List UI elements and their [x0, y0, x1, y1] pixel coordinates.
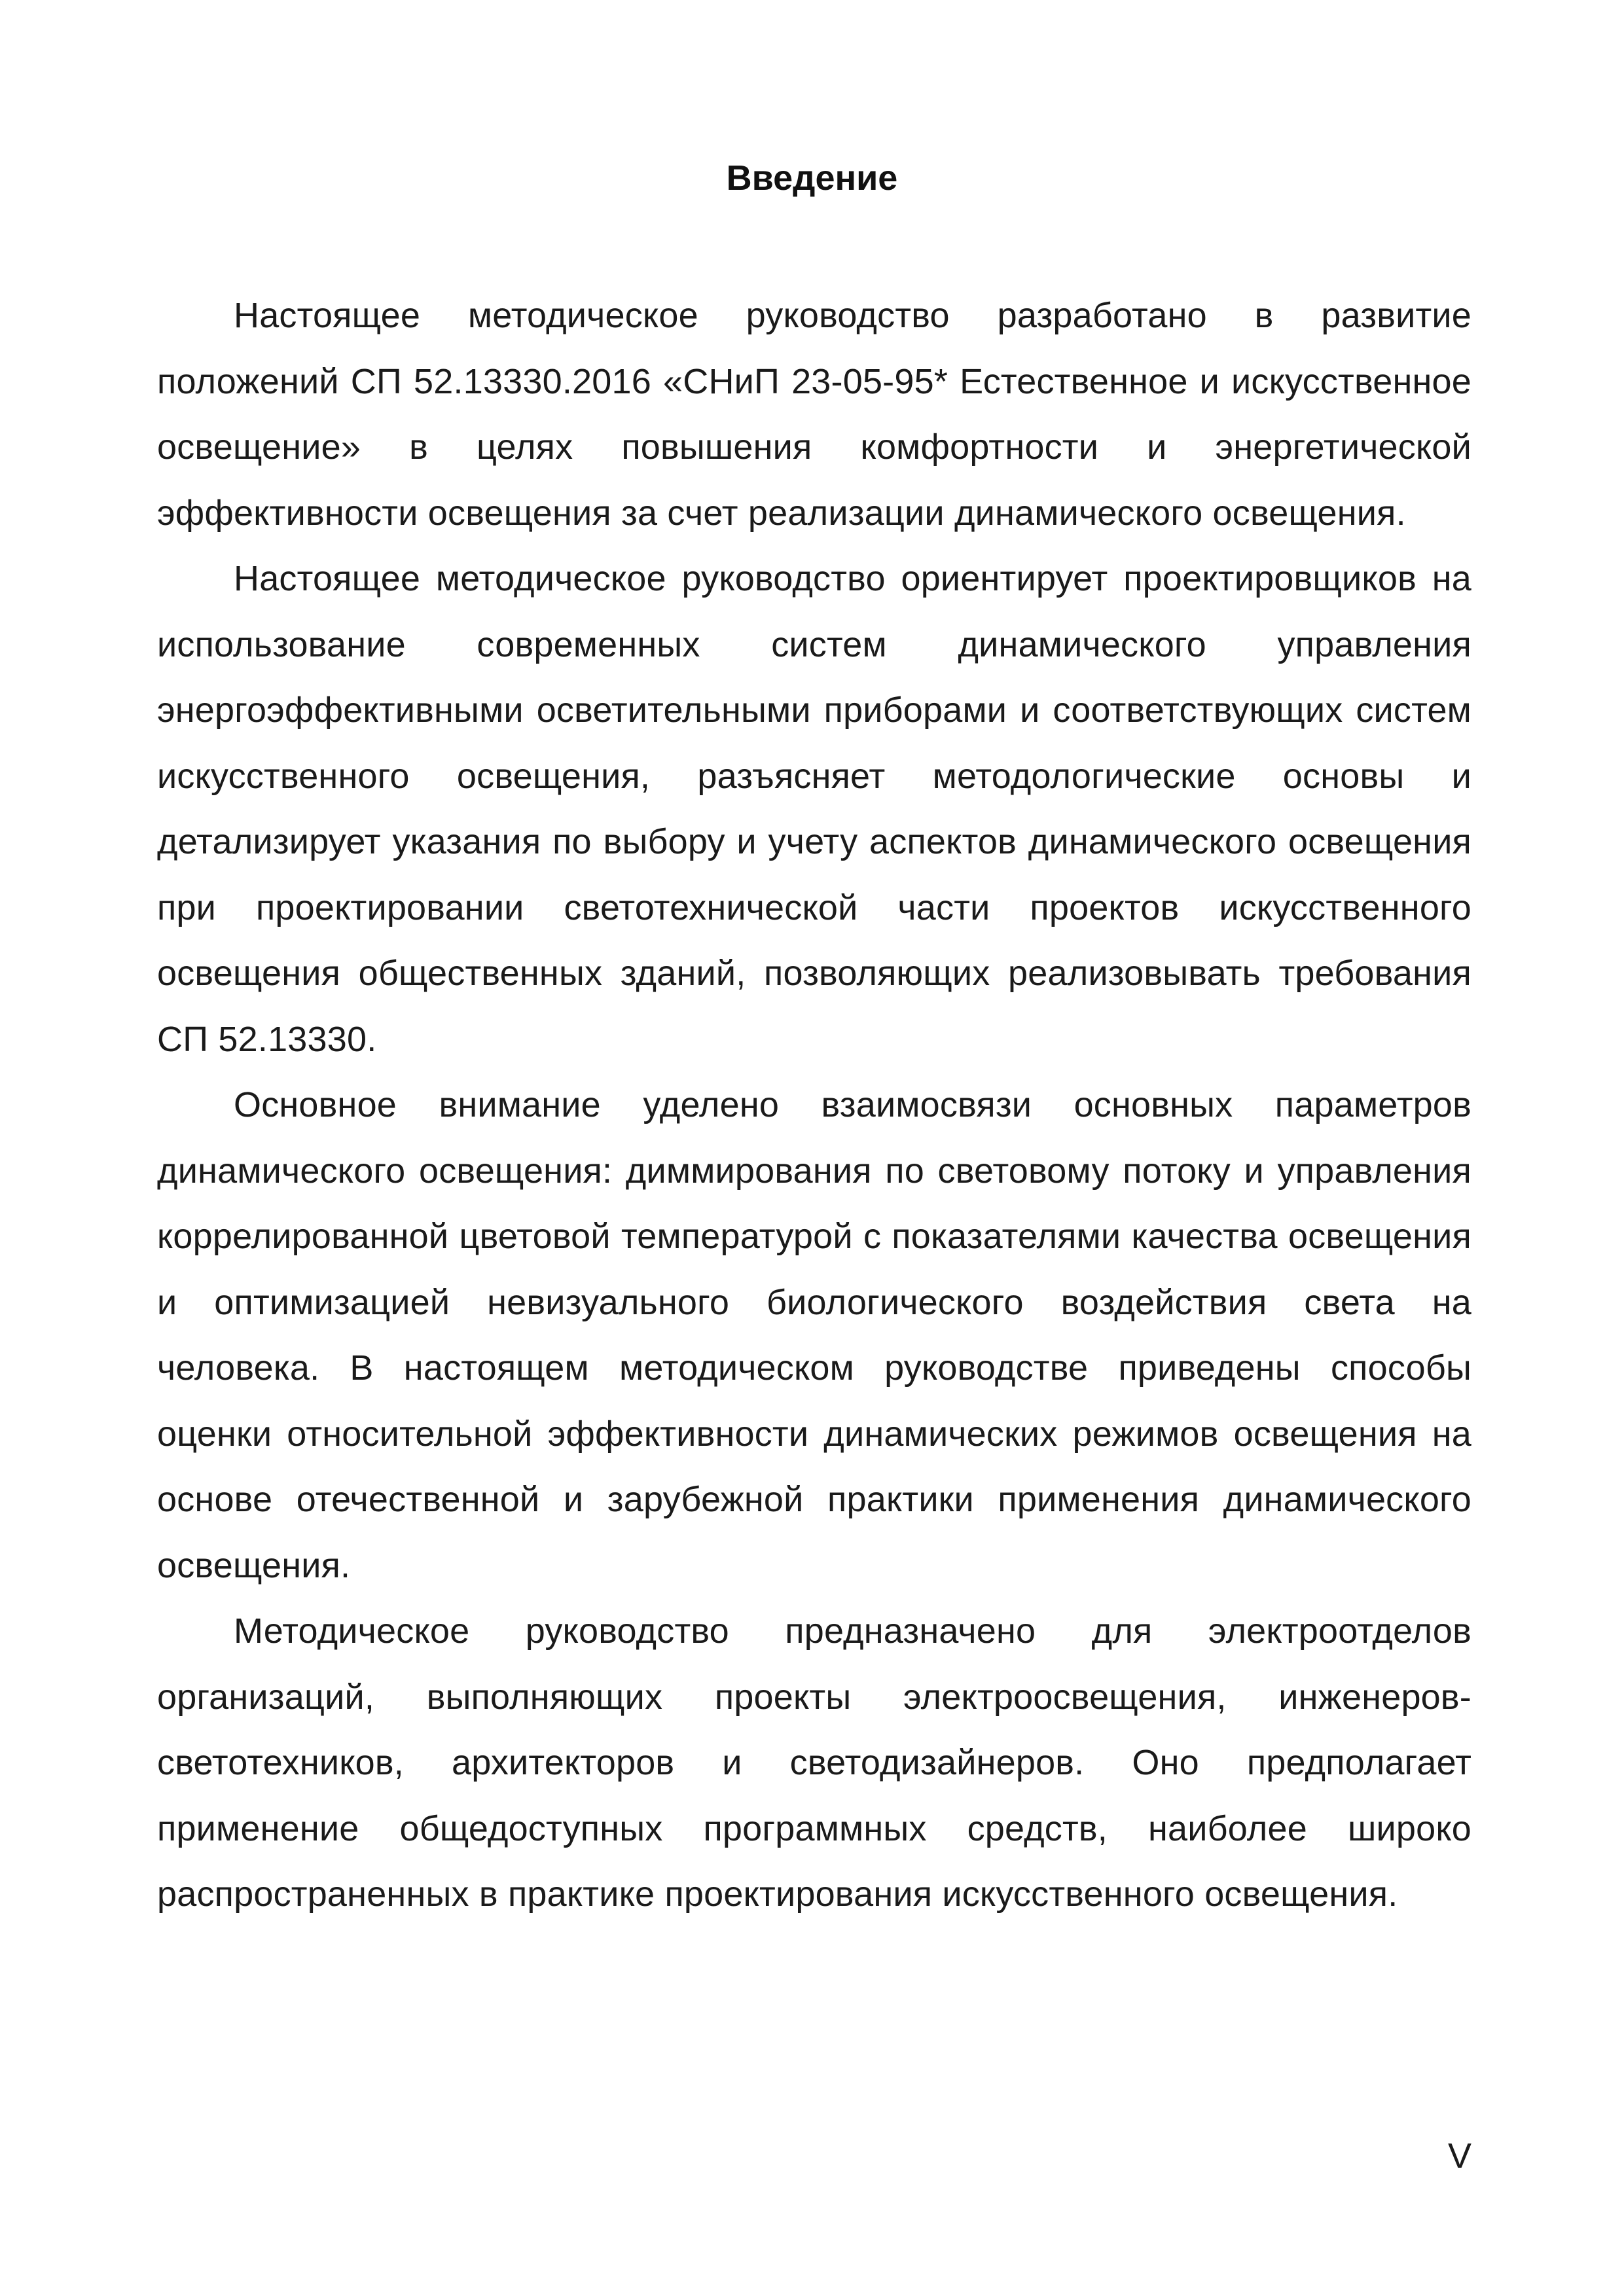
page-number: V	[1447, 2136, 1471, 2176]
paragraph-1: Настоящее методическое руководство разработано в развитие положений СП 52.13330.2016 «СНиП 23-05-95* Естественное и искусственное освещение» в целях повышения комфортности и энергетической эффективности освещения за счет реализации динамического освещения.	[157, 296, 1471, 533]
paragraph-4: Методическое руководство предназначено для электроотделов организаций, выполняющих проекты электроосвещения, инженеров-светотехников, архитекторов и светодизайнеров. Оно предполагает применение общедоступных программных средств, наиболее широко распространенных в практике проектирования искусственного освещения.	[157, 1611, 1471, 1914]
section-title: Введение	[726, 158, 898, 198]
paragraph-2: Настоящее методическое руководство ориентирует проектировщиков на использование современных систем динамического управления энергоэффективными осветительными приборами и соответствующих систем искусственного освещения, разъясняет методологические основы и детализирует указания по выбору и учету аспектов динамического освещения при проектировании светотехнической части проектов искусственного освещения общественных зданий, позволяющих реализовывать требования СП 52.13330.	[157, 559, 1471, 1059]
body-text	[157, 283, 1471, 1928]
paragraph-3: Основное внимание уделено взаимосвязи основных параметров динамического освещения: диммирования по световому потоку и управления коррелированной цветовой температурой с показателями качества освещения и оптимизацией невизуального биологического воздействия света на человека. В настоящем методическом руководстве приведены способы оценки относительной эффективности динамических режимов освещения на основе отечественной и зарубежной практики применения динамического освещения.	[157, 1085, 1471, 1585]
